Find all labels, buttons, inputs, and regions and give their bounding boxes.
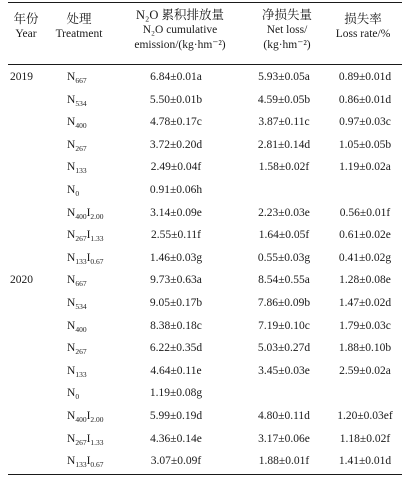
table-row: [0, 361, 408, 381]
header-net-en-line1: Net loss/: [266, 24, 308, 36]
treatment-cell: [67, 225, 104, 245]
treatment-nitrogen-rate: 267: [75, 437, 87, 447]
n2o-emission-cell: 4.36±0.14e: [150, 432, 202, 445]
treatment-nitrogen: N: [67, 161, 76, 174]
treatment-nitrogen: N: [67, 138, 76, 151]
table-row: [0, 293, 408, 313]
header-n2o-emission: [114, 8, 246, 53]
header-loss-en: Loss rate/%: [335, 28, 391, 40]
n2o-emission-cell: 5.50±0.01b: [149, 93, 203, 106]
treatment-nitrogen: N: [67, 93, 76, 106]
treatment-inhibitor-rate: 0.67: [90, 256, 104, 266]
loss-rate-cell: 1.47±0.02d: [338, 297, 392, 309]
table-row: [0, 90, 408, 110]
treatment-nitrogen: N: [67, 297, 76, 309]
loss-rate-cell: 0.56±0.01f: [339, 206, 391, 219]
loss-rate-cell: 0.86±0.01d: [338, 93, 392, 106]
loss-rate-cell: 1.18±0.02f: [339, 432, 391, 445]
net-loss-cell: 4.59±0.05b: [257, 93, 311, 106]
table-row: [0, 248, 408, 268]
table-row: [0, 225, 408, 245]
treatment-nitrogen-rate: 133: [75, 256, 87, 266]
table-row: [0, 157, 408, 177]
treatment-nitrogen: N: [67, 387, 76, 400]
treatment-nitrogen: N: [67, 116, 76, 129]
table-row: [0, 429, 408, 449]
treatment-cell: [67, 67, 87, 87]
header-treatment-cn: 处理: [66, 12, 92, 26]
table-header-rule: [8, 64, 402, 65]
n2o-emission-cell: 3.07±0.09f: [150, 455, 202, 468]
loss-rate-cell: [326, 180, 404, 200]
treatment-inhibitor-rate: 1.33: [90, 437, 104, 447]
treatment-nitrogen: N: [67, 229, 76, 242]
treatment-nitrogen: N: [67, 432, 76, 445]
treatment-inhibitor: I: [86, 432, 91, 445]
header-year: [8, 12, 44, 42]
table-row: [0, 112, 408, 132]
net-loss-cell: [234, 180, 334, 200]
n2o-emission-cell: 3.14±0.09e: [150, 206, 202, 219]
net-loss-cell: 7.86±0.09b: [257, 297, 311, 309]
treatment-inhibitor: I: [86, 410, 91, 422]
treatment-nitrogen-rate: 667: [75, 76, 87, 85]
n2o-emission-cell: 4.78±0.17c: [150, 116, 202, 129]
treatment-nitrogen-rate: 534: [75, 98, 87, 108]
n2o-emission-cell: 3.72±0.20d: [149, 138, 203, 151]
treatment-nitrogen: N: [67, 71, 76, 83]
table-row: [0, 316, 408, 336]
net-loss-cell: 3.17±0.06e: [258, 432, 310, 445]
treatment-nitrogen-rate: 400: [75, 211, 87, 221]
table-row: [0, 270, 408, 290]
net-loss-cell: 1.88±0.01f: [258, 455, 310, 468]
treatment-cell: [67, 90, 87, 110]
treatment-nitrogen-rate: 133: [75, 369, 87, 379]
treatment-nitrogen: N: [67, 184, 76, 196]
loss-rate-cell: 1.79±0.03c: [339, 319, 391, 332]
net-loss-cell: 3.87±0.11c: [258, 116, 310, 129]
loss-rate-cell: 1.41±0.01d: [338, 455, 392, 468]
treatment-cell: [67, 383, 79, 403]
treatment-cell: [67, 361, 87, 381]
treatment-nitrogen-rate: 0: [75, 189, 80, 198]
treatment-nitrogen: N: [67, 251, 76, 264]
n2o-emission-cell: 9.05±0.17b: [149, 297, 203, 309]
loss-rate-cell: 1.19±0.02a: [339, 161, 391, 174]
treatment-nitrogen-rate: 267: [75, 347, 87, 357]
treatment-inhibitor: I: [86, 206, 91, 219]
treatment-nitrogen-rate: 267: [75, 234, 87, 244]
table-bottom-rule: [8, 474, 402, 475]
net-loss-cell: 4.80±0.11d: [258, 410, 310, 422]
loss-rate-cell: 1.05±0.05b: [338, 138, 392, 151]
table-row: [0, 180, 408, 200]
treatment-cell: [67, 270, 87, 290]
treatment-cell: [67, 293, 87, 313]
year-cell: 2020: [10, 274, 33, 287]
table-row: [0, 135, 408, 155]
loss-rate-cell: 0.61±0.02e: [339, 229, 391, 242]
net-loss-cell: 8.54±0.55a: [258, 274, 310, 287]
year-cell: 2019: [10, 71, 33, 83]
treatment-cell: [67, 338, 87, 358]
loss-rate-cell: 1.28±0.08e: [339, 274, 391, 287]
n2o-emission-cell: 0.91±0.06h: [149, 184, 203, 196]
n2o-emission-cell: 6.22±0.35d: [149, 342, 203, 355]
treatment-nitrogen: N: [67, 206, 76, 219]
treatment-cell: [67, 180, 79, 200]
treatment-nitrogen: N: [67, 342, 76, 355]
n2o-emission-cell: 2.55±0.11f: [151, 229, 201, 242]
treatment-inhibitor-rate: 0.67: [90, 460, 104, 470]
n2o-emission-cell: 8.38±0.18c: [150, 319, 202, 332]
treatment-inhibitor: I: [86, 251, 91, 264]
treatment-nitrogen-rate: 267: [75, 143, 87, 153]
treatment-inhibitor-rate: 2.00: [90, 211, 104, 221]
n2o-emission-cell: 9.73±0.63a: [150, 274, 202, 287]
treatment-cell: [67, 451, 104, 471]
treatment-cell: [67, 157, 87, 177]
treatment-cell: [67, 203, 104, 223]
header-year-en: Year: [15, 28, 37, 40]
n2o-emission-cell: 2.49±0.04f: [150, 161, 202, 174]
n2o-emission-cell: 4.64±0.11e: [150, 364, 202, 377]
header-year-cn: 年份: [13, 12, 39, 26]
net-loss-cell: 2.81±0.14d: [257, 138, 311, 151]
treatment-nitrogen: N: [67, 274, 76, 287]
treatment-cell: [67, 429, 104, 449]
treatment-nitrogen: N: [67, 410, 76, 422]
treatment-inhibitor: I: [86, 229, 91, 242]
treatment-cell: [67, 135, 87, 155]
treatment-cell: [67, 316, 87, 336]
n2o-emission-cell: 1.46±0.03g: [149, 251, 203, 264]
loss-rate-cell: 0.89±0.01d: [338, 71, 392, 83]
loss-rate-cell: 2.59±0.02a: [339, 364, 391, 377]
header-n2o-en-line1: N₂O cumulative: [142, 24, 218, 36]
treatment-nitrogen-rate: 133: [75, 460, 87, 470]
net-loss-cell: [234, 383, 334, 403]
loss-rate-cell: 0.97±0.03c: [339, 116, 391, 129]
n2o-emission-cell: 6.84±0.01a: [150, 71, 202, 83]
table-row: [0, 451, 408, 471]
table-row: [0, 203, 408, 223]
header-net-loss: [240, 8, 334, 53]
table-row: [0, 383, 408, 403]
loss-rate-cell: 1.20±0.03ef: [337, 410, 393, 422]
loss-rate-cell: 0.41±0.02g: [338, 251, 392, 264]
net-loss-cell: 0.55±0.03g: [257, 251, 311, 264]
treatment-inhibitor-rate: 1.33: [90, 234, 104, 244]
header-loss-cn: 损失率: [344, 12, 382, 26]
net-loss-cell: 1.64±0.05f: [258, 229, 310, 242]
net-loss-cell: 2.23±0.03e: [258, 206, 310, 219]
treatment-nitrogen-rate: 0: [75, 392, 80, 402]
table-row: [0, 406, 408, 426]
header-treatment: [47, 12, 111, 42]
net-loss-cell: 7.19±0.10c: [258, 319, 310, 332]
treatment-nitrogen-rate: 133: [75, 166, 87, 176]
loss-rate-cell: 1.88±0.10b: [338, 342, 392, 355]
n2o-emission-cell: 5.99±0.19d: [149, 410, 203, 422]
treatment-nitrogen: N: [67, 455, 76, 468]
treatment-nitrogen-rate: 400: [75, 415, 87, 424]
net-loss-cell: 3.45±0.03e: [258, 364, 310, 377]
treatment-cell: [67, 112, 87, 132]
table-row: [0, 338, 408, 358]
treatment-inhibitor: I: [86, 455, 91, 468]
treatment-cell: [67, 248, 104, 268]
table-row: [0, 67, 408, 87]
net-loss-cell: 5.93±0.05a: [258, 71, 310, 83]
header-loss-rate: [326, 12, 400, 42]
n2o-emission-cell: 1.19±0.08g: [149, 387, 203, 400]
net-loss-cell: 1.58±0.02f: [258, 161, 310, 174]
header-net-cn: 净损失量: [261, 8, 312, 22]
treatment-inhibitor-rate: 2.00: [90, 415, 104, 424]
treatment-nitrogen: N: [67, 319, 76, 332]
treatment-cell: [67, 406, 104, 426]
header-n2o-cn: N₂O 累积排放量: [135, 8, 225, 22]
table-top-rule: [8, 2, 402, 3]
header-n2o-en-line2: emission/(kg·hm⁻²): [134, 39, 226, 51]
loss-rate-cell: [326, 383, 404, 403]
header-treatment-en: Treatment: [55, 28, 103, 40]
treatment-nitrogen-rate: 667: [75, 279, 87, 289]
treatment-nitrogen: N: [67, 364, 76, 377]
net-loss-cell: 5.03±0.27d: [257, 342, 311, 355]
treatment-nitrogen-rate: 400: [75, 324, 87, 334]
treatment-nitrogen-rate: 534: [75, 302, 87, 311]
treatment-nitrogen-rate: 400: [75, 121, 87, 131]
header-net-en-line2: (kg·hm⁻²): [263, 39, 311, 51]
